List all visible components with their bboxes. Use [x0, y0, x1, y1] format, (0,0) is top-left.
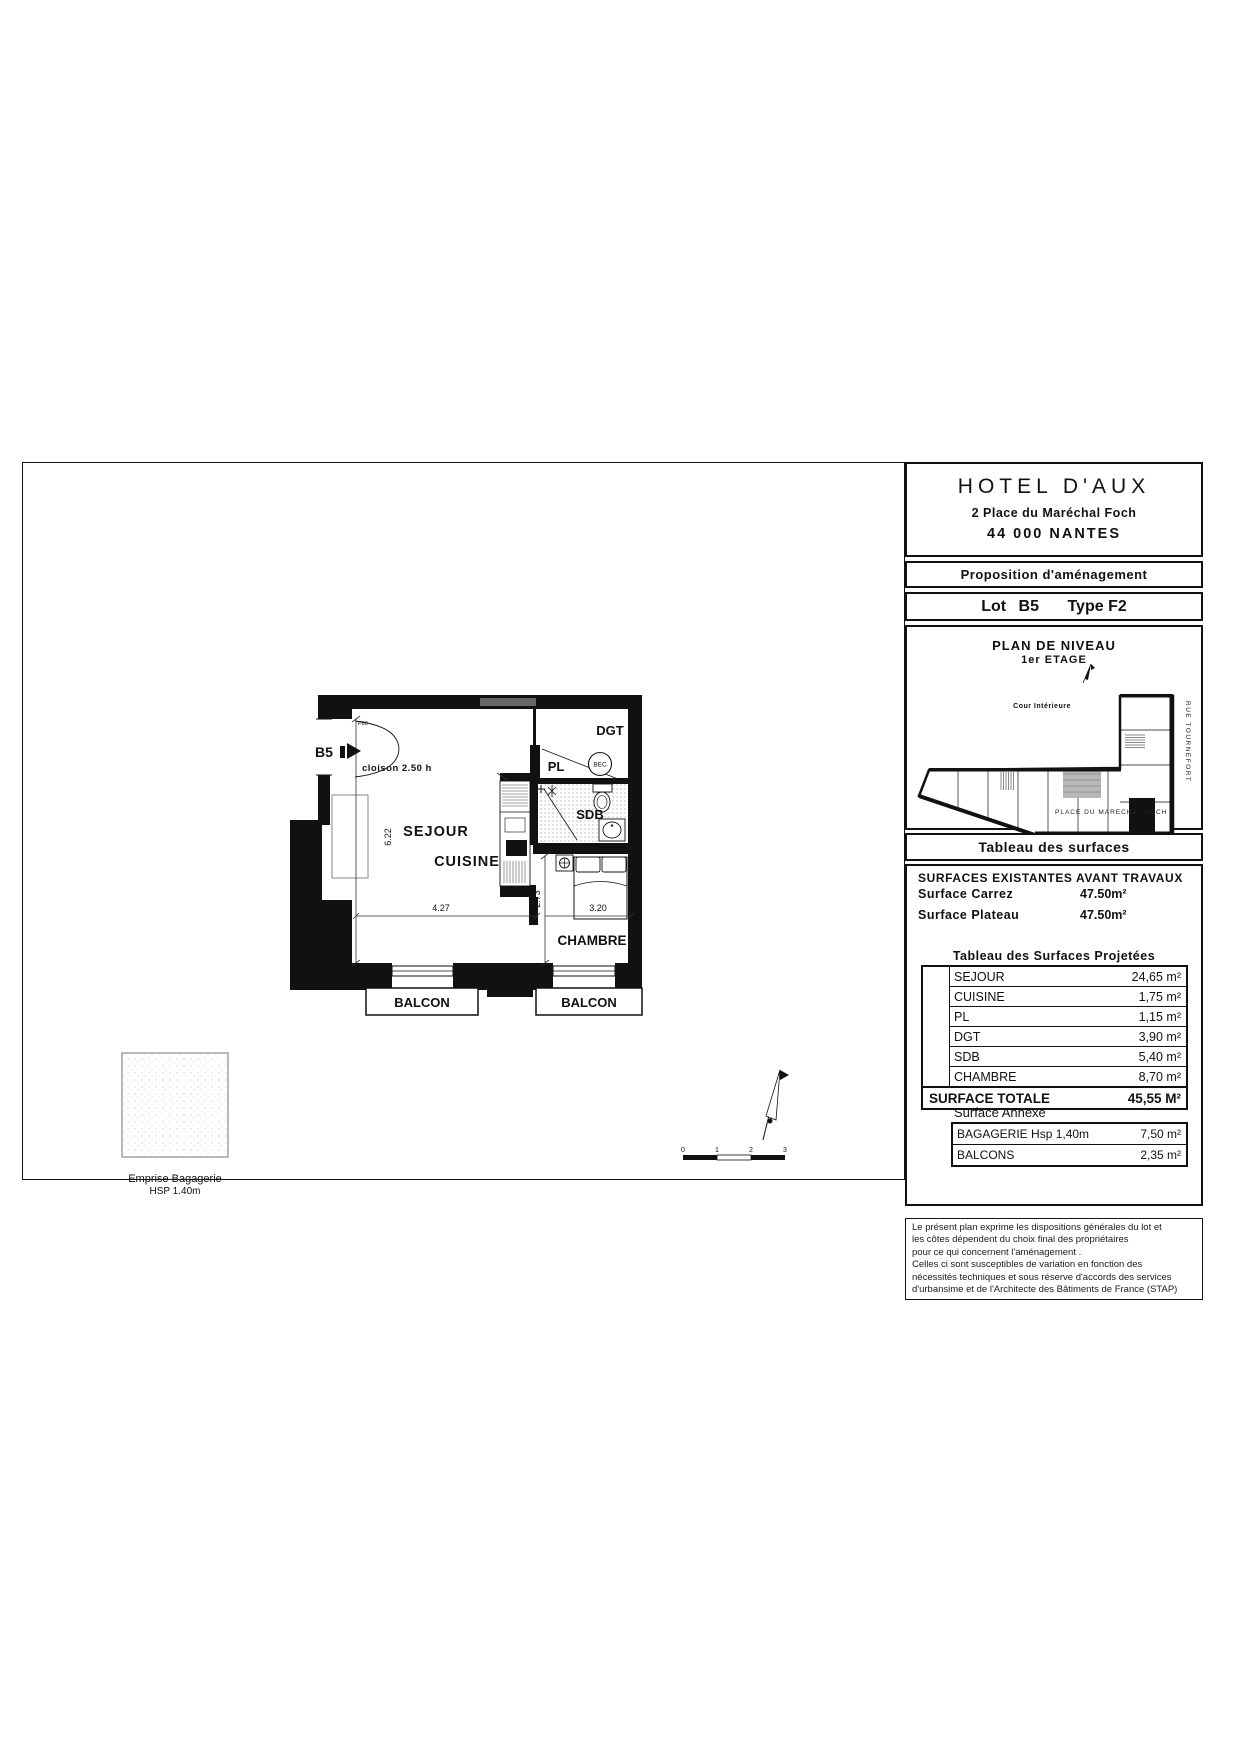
- row-value: 1,75 m²: [1138, 989, 1181, 1004]
- scale-tick-0: 0: [681, 1147, 685, 1154]
- scale-tick-2: 2: [749, 1147, 753, 1154]
- surfaces-content: [905, 864, 1203, 1206]
- annexe-header: Surface Annexe: [954, 1105, 1046, 1120]
- proposition-label: Proposition d'aménagement: [960, 567, 1148, 582]
- mini-north-arrow-icon: [1079, 661, 1095, 685]
- annexe-table: [951, 1122, 1188, 1167]
- row-label: CUISINE: [954, 989, 1005, 1004]
- top-wall-window: [480, 698, 536, 706]
- room-label-pl: PL: [547, 759, 565, 774]
- title-block-lot: [905, 592, 1203, 621]
- surfaces-header: [905, 833, 1203, 861]
- lot-label: Lot B5: [981, 598, 1040, 615]
- row-value: 7,50 m²: [1140, 1127, 1181, 1141]
- total-label: SURFACE TOTALE: [929, 1090, 1051, 1106]
- table-row: [950, 1026, 1186, 1046]
- row-value: 2,35 m²: [1140, 1148, 1181, 1162]
- existing-row-label: Surface Carrez: [918, 887, 1014, 901]
- table-row: [950, 1046, 1186, 1066]
- washbasin-icon: [599, 819, 625, 841]
- surfaces-header-label: Tableau des surfaces: [978, 839, 1130, 855]
- key-plan: [913, 690, 1185, 845]
- bec-label: BEC: [593, 761, 607, 769]
- table-row: [950, 1006, 1186, 1026]
- row-value: 3,90 m²: [1138, 1029, 1181, 1044]
- total-value: 45,55 M²: [1127, 1090, 1181, 1106]
- level-plan-title: PLAN DE NIVEAU: [992, 638, 1116, 653]
- bagagerie-label-2: HSP 1.40m: [149, 1186, 201, 1197]
- dim-sejour-width: 4.27: [432, 903, 450, 913]
- dim-chambre-width: 3.20: [589, 903, 607, 913]
- row-label: CHAMBRE: [954, 1069, 1017, 1084]
- floor-plan: [22, 462, 905, 1197]
- unit-entry-marker: [315, 743, 361, 760]
- row-label: SEJOUR: [954, 969, 1005, 984]
- unit-label: B5: [315, 744, 333, 760]
- table-row: [953, 1124, 1186, 1144]
- table-row: [950, 1066, 1186, 1086]
- radiator: [332, 795, 368, 878]
- row-label: SDB: [954, 1049, 980, 1064]
- building-address: 2 Place du Maréchal Foch: [971, 506, 1137, 520]
- title-block-address: [905, 462, 1203, 557]
- scale-bar: [681, 1147, 787, 1160]
- title-block-proposition: [905, 561, 1203, 588]
- row-value: 1,15 m²: [1138, 1009, 1181, 1024]
- existing-row-value: 47.50m²: [1080, 887, 1127, 901]
- kitchen-unit: [500, 781, 530, 886]
- type-label: Type F2: [1067, 598, 1127, 615]
- disclaimer-line: Celles ci sont susceptibles de variation en fonction des: [912, 1259, 1143, 1271]
- room-label-balcon-left: BALCON: [394, 995, 450, 1010]
- existing-row-value: 47.50m²: [1080, 908, 1127, 922]
- bagagerie-footprint: [122, 1053, 228, 1197]
- row-label: BAGAGERIE Hsp 1,40m: [957, 1127, 1090, 1141]
- north-arrow-icon: [763, 1070, 789, 1140]
- existing-surfaces-header: SURFACES EXISTANTES AVANT TRAVAUX: [918, 871, 1183, 885]
- partition-note: cloison 2.50 h: [362, 763, 432, 774]
- row-label: DGT: [954, 1029, 981, 1044]
- title-block-level-plan: [905, 625, 1203, 830]
- square-label: PLACE DU MARECHAL FOCH: [1055, 809, 1168, 816]
- projected-surfaces-header: Tableau des Surfaces Projetées: [952, 949, 1156, 963]
- room-label-sejour: SEJOUR: [403, 824, 469, 840]
- level-plan-subtitle: 1er ETAGE: [1021, 654, 1087, 666]
- disclaimer-note: [905, 1218, 1203, 1300]
- scale-tick-1: 1: [715, 1147, 719, 1154]
- disclaimer-line: Le présent plan exprime les dispositions générales du lot et: [912, 1222, 1162, 1233]
- projected-surfaces-table: [921, 965, 1188, 1110]
- street-label: RUE TOURNEFORT: [1184, 701, 1191, 783]
- room-label-chambre: CHAMBRE: [557, 933, 627, 948]
- dim-sejour-height: 6.22: [383, 828, 393, 846]
- room-label-dgt: DGT: [596, 723, 624, 738]
- dim-chambre-height: 2.73: [532, 890, 542, 908]
- bagagerie-label-1: Emprise Bagagerie: [128, 1173, 222, 1185]
- row-label: PL: [954, 1009, 970, 1024]
- disclaimer-line: nécessités techniques et sous réserve d'accords des services: [912, 1271, 1172, 1283]
- building-city: 44 000 NANTES: [987, 526, 1121, 542]
- room-label-balcon-right: BALCON: [561, 995, 617, 1010]
- row-value: 24,65 m²: [1131, 969, 1181, 984]
- courtyard-label: Cour Intérieure: [1013, 703, 1071, 710]
- row-value: 8,70 m²: [1138, 1069, 1181, 1084]
- disclaimer-line: d'urbansime et de l'Architecte des Bâtiments de France (STAP): [912, 1284, 1178, 1296]
- room-label-sdb: SDB: [576, 807, 604, 822]
- entry-arrow-icon: [340, 743, 361, 759]
- table-spacer-column: [923, 967, 950, 1086]
- disclaimer-line: les côtes dépendent du choix final des propriétaires: [912, 1234, 1129, 1246]
- table-row: [950, 986, 1186, 1006]
- building-name: HOTEL D'AUX: [957, 475, 1151, 498]
- disclaimer-line: pour ce qui concernent l'aménagement .: [912, 1246, 1082, 1258]
- row-value: 5,40 m²: [1138, 1049, 1181, 1064]
- existing-row-label: Surface Plateau: [918, 908, 1020, 922]
- scale-tick-3: 3: [783, 1147, 787, 1154]
- table-row: [953, 1144, 1186, 1165]
- room-label-cuisine: CUISINE: [434, 854, 500, 870]
- table-row: [950, 967, 1186, 986]
- door-size-label: P80: [358, 721, 368, 727]
- row-label: BALCONS: [957, 1148, 1015, 1162]
